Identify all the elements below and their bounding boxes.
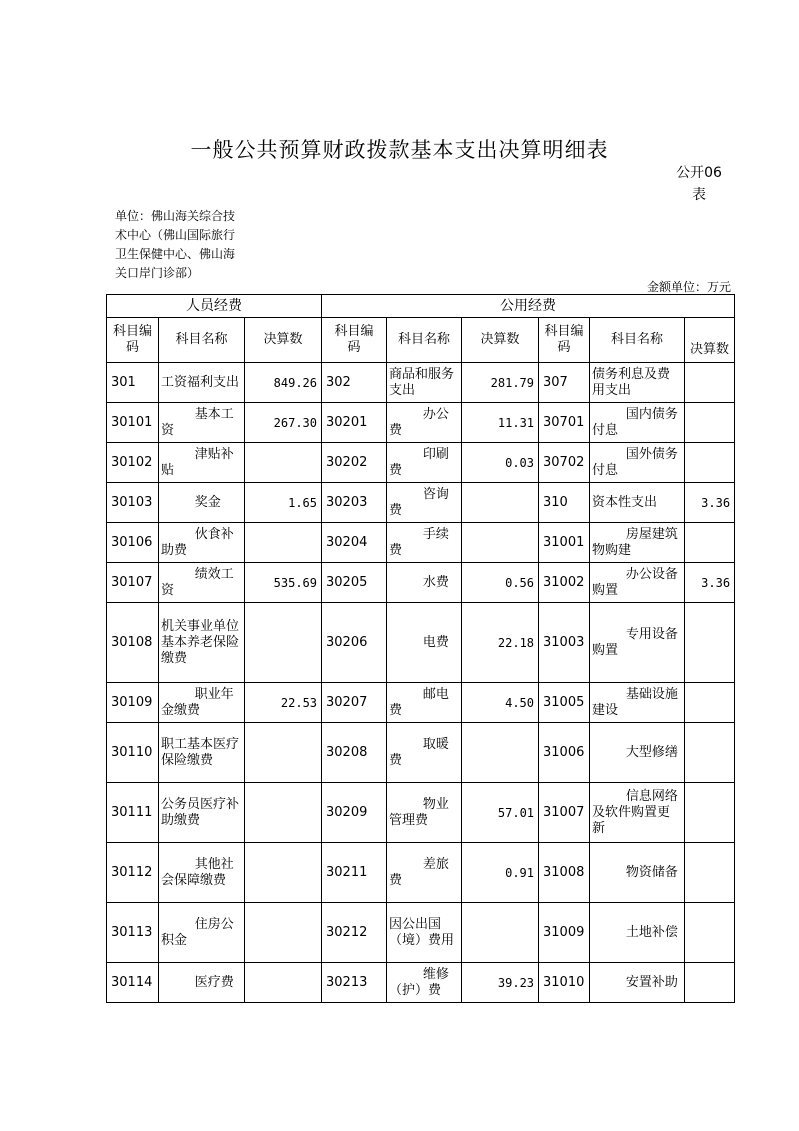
subject-code-cell: 307 (539, 363, 590, 403)
subject-code-cell: 30206 (322, 603, 387, 683)
subject-name-text: 机关事业单位基本养老保险缴费 (161, 618, 240, 666)
amount-cell: 3.36 (685, 483, 735, 523)
subject-code-cell: 31005 (539, 683, 590, 723)
subject-name-cell (590, 963, 685, 1003)
table-row (107, 843, 735, 903)
table-row (107, 723, 735, 783)
subject-name-text: 印刷费 (389, 446, 449, 478)
page-title: 一般公共预算财政拨款基本支出决算明细表 (190, 138, 609, 162)
subject-code-cell: 30110 (107, 723, 159, 783)
subject-name-text: 大型修缮 (625, 744, 678, 760)
subject-code-cell: 30213 (322, 963, 387, 1003)
table-row (107, 683, 735, 723)
subject-name-cell (590, 563, 685, 603)
amount-cell (462, 903, 539, 963)
subject-name-cell (387, 683, 462, 723)
amount-cell (245, 603, 322, 683)
col-header-amount: 决算数 (462, 318, 539, 363)
subject-name-text: 基础设施建设 (592, 686, 678, 718)
subject-name-text: 津贴补贴 (161, 446, 234, 478)
subject-name-cell (159, 903, 245, 963)
subject-name-cell (387, 403, 462, 443)
subject-name-cell (387, 523, 462, 563)
subject-code-cell: 30102 (107, 443, 159, 483)
amount-cell (685, 603, 735, 683)
col-header-name: 科目名称 (159, 318, 245, 363)
amount-cell: 535.69 (245, 563, 322, 603)
personnel-header: 人员经费 (107, 295, 322, 318)
subject-name-text: 商品和服务支出 (389, 366, 455, 398)
subject-name-cell (387, 563, 462, 603)
subject-name-text: 职业年金缴费 (161, 686, 234, 718)
table-row (107, 523, 735, 563)
subject-name-cell (159, 563, 245, 603)
subject-name-text: 土地补偿 (625, 924, 678, 940)
subject-code-cell: 31001 (539, 523, 590, 563)
table-row (107, 563, 735, 603)
amount-cell (462, 483, 539, 523)
amount-cell: 281.79 (462, 363, 539, 403)
subject-code-cell: 30208 (322, 723, 387, 783)
amount-cell (685, 783, 735, 843)
subject-name-text: 咨询费 (389, 486, 449, 518)
subject-name-cell (590, 843, 685, 903)
subject-name-text: 差旅费 (389, 856, 449, 888)
subject-name-text: 电费 (422, 634, 449, 650)
table-row (107, 963, 735, 1003)
subject-name-text: 物资储备 (625, 864, 678, 880)
amount-cell (462, 523, 539, 563)
amount-cell (245, 903, 322, 963)
subject-name-cell (387, 483, 462, 523)
amount-cell: 849.26 (245, 363, 322, 403)
subject-name-cell (159, 783, 245, 843)
subject-name-text: 基本工资 (161, 406, 234, 438)
amount-cell (685, 903, 735, 963)
amount-cell (245, 963, 322, 1003)
amount-cell: 3.36 (685, 563, 735, 603)
subject-name-text: 信息网络及软件购置更新 (592, 788, 678, 836)
table-body (107, 363, 735, 1003)
subject-name-text: 办公设备购置 (592, 566, 678, 598)
subject-code-cell: 30702 (539, 443, 590, 483)
money-unit-label: 金额单位：万元 (646, 280, 731, 294)
amount-cell (462, 723, 539, 783)
form-number: 公开06 表 (676, 165, 722, 203)
subject-name-cell (387, 903, 462, 963)
subject-name-text: 伙食补助费 (161, 526, 234, 558)
subject-code-cell: 301 (107, 363, 159, 403)
subject-code-cell: 31008 (539, 843, 590, 903)
subject-code-cell: 31007 (539, 783, 590, 843)
subject-code-cell: 30201 (322, 403, 387, 443)
table-row (107, 363, 735, 403)
subject-name-text: 水费 (422, 574, 449, 590)
subject-name-cell (590, 443, 685, 483)
subject-name-cell (159, 443, 245, 483)
subject-name-text: 办公费 (389, 406, 449, 438)
amount-cell (685, 843, 735, 903)
subject-name-cell (159, 403, 245, 443)
subject-code-cell: 30205 (322, 563, 387, 603)
col-header-code: 科目编码 (107, 318, 159, 363)
amount-cell (685, 363, 735, 403)
subject-name-cell (159, 843, 245, 903)
table-row (107, 403, 735, 443)
amount-cell: 0.56 (462, 563, 539, 603)
subject-code-cell: 30212 (322, 903, 387, 963)
amount-cell (245, 783, 322, 843)
amount-cell: 39.23 (462, 963, 539, 1003)
subject-name-text: 邮电费 (389, 686, 449, 718)
subject-name-text: 物业管理费 (389, 796, 449, 828)
subject-code-cell: 30211 (322, 843, 387, 903)
subject-code-cell: 30207 (322, 683, 387, 723)
amount-cell: 57.01 (462, 783, 539, 843)
subject-name-text: 其他社会保障缴费 (161, 856, 234, 888)
subject-code-cell: 31009 (539, 903, 590, 963)
subject-name-text: 专用设备购置 (592, 626, 678, 658)
subject-code-cell: 30113 (107, 903, 159, 963)
subject-code-cell: 30209 (322, 783, 387, 843)
subject-name-cell (159, 603, 245, 683)
table-row (107, 903, 735, 963)
amount-cell: 0.91 (462, 843, 539, 903)
subject-name-cell (387, 843, 462, 903)
subject-code-cell: 310 (539, 483, 590, 523)
subject-name-cell (387, 443, 462, 483)
subject-name-text: 安置补助 (625, 974, 678, 990)
subject-code-cell: 30111 (107, 783, 159, 843)
table-row (107, 483, 735, 523)
subject-name-text: 取暖费 (389, 736, 449, 768)
subject-name-text: 绩效工资 (161, 566, 234, 598)
col-header-code: 科目编码 (539, 318, 590, 363)
subject-name-text: 房屋建筑物购建 (592, 526, 678, 558)
subject-name-text: 国内债务付息 (592, 406, 678, 438)
subject-name-text: 工资福利支出 (161, 374, 240, 390)
subject-name-text: 手续费 (389, 526, 449, 558)
col-header-amount: 决算数 (685, 318, 735, 363)
subject-name-cell (159, 963, 245, 1003)
amount-cell (245, 443, 322, 483)
subject-name-text: 奖金 (194, 494, 221, 510)
subject-code-cell: 31006 (539, 723, 590, 783)
subject-code-cell: 30114 (107, 963, 159, 1003)
subject-name-text: 因公出国（境）费用 (389, 916, 455, 948)
col-header-name: 科目名称 (590, 318, 685, 363)
subject-code-cell: 31010 (539, 963, 590, 1003)
subject-name-text: 医疗费 (194, 974, 234, 990)
subject-code-cell: 30106 (107, 523, 159, 563)
col-header-code: 科目编 码 (322, 318, 387, 363)
col-header-name: 科目名称 (387, 318, 462, 363)
subject-code-cell: 30103 (107, 483, 159, 523)
subject-name-text: 公务员医疗补助缴费 (161, 796, 240, 828)
subject-name-cell (159, 723, 245, 783)
subject-code-cell: 30701 (539, 403, 590, 443)
unit-label: 单位：佛山海关综合技术中心（佛山国际旅行卫生保健中心、佛山海关口岸门诊部） (115, 209, 236, 280)
subject-code-cell: 30112 (107, 843, 159, 903)
amount-cell (685, 523, 735, 563)
amount-cell: 11.31 (462, 403, 539, 443)
header-row-groups (107, 295, 735, 318)
subject-name-cell (590, 903, 685, 963)
amount-cell (685, 403, 735, 443)
subject-name-text: 债务利息及费用支出 (592, 366, 671, 398)
amount-cell (245, 843, 322, 903)
subject-code-cell: 30107 (107, 563, 159, 603)
amount-cell (685, 683, 735, 723)
amount-cell: 22.53 (245, 683, 322, 723)
amount-cell: 4.50 (462, 683, 539, 723)
subject-code-cell: 30202 (322, 443, 387, 483)
subject-code-cell: 30203 (322, 483, 387, 523)
amount-cell: 0.03 (462, 443, 539, 483)
subject-name-cell (590, 683, 685, 723)
subject-name-cell (387, 603, 462, 683)
amount-cell: 22.18 (462, 603, 539, 683)
table-row (107, 443, 735, 483)
public-header: 公用经费 (322, 295, 735, 318)
subject-name-cell (590, 403, 685, 443)
subject-name-text: 资本性支出 (592, 494, 658, 510)
subject-name-cell (159, 683, 245, 723)
subject-code-cell: 30109 (107, 683, 159, 723)
amount-cell: 1.65 (245, 483, 322, 523)
subject-name-cell (159, 523, 245, 563)
subject-name-cell (159, 483, 245, 523)
subject-name-cell (387, 783, 462, 843)
subject-name-cell (387, 723, 462, 783)
subject-name-cell (590, 483, 685, 523)
table-row (107, 783, 735, 843)
subject-name-text: 国外债务付息 (592, 446, 678, 478)
subject-code-cell: 31003 (539, 603, 590, 683)
subject-code-cell: 30101 (107, 403, 159, 443)
amount-cell (685, 443, 735, 483)
amount-cell (685, 723, 735, 783)
header-row-columns (107, 318, 735, 363)
subject-name-text: 职工基本医疗保险缴费 (161, 736, 240, 768)
col-header-amount: 决算数 (245, 318, 322, 363)
subject-name-cell (387, 963, 462, 1003)
amount-cell: 267.30 (245, 403, 322, 443)
subject-name-cell (590, 603, 685, 683)
subject-name-cell (590, 723, 685, 783)
amount-cell (245, 723, 322, 783)
subject-name-cell (387, 363, 462, 403)
amount-cell (685, 963, 735, 1003)
subject-code-cell: 30108 (107, 603, 159, 683)
subject-name-cell (590, 783, 685, 843)
subject-name-cell (590, 363, 685, 403)
subject-name-text: 住房公积金 (161, 916, 234, 948)
subject-name-cell (159, 363, 245, 403)
amount-cell (245, 523, 322, 563)
table-row (107, 603, 735, 683)
subject-code-cell: 31002 (539, 563, 590, 603)
expenditure-table (106, 294, 735, 1003)
subject-code-cell: 30204 (322, 523, 387, 563)
subject-name-text: 维修（护）费 (389, 966, 449, 998)
subject-name-cell (590, 523, 685, 563)
subject-code-cell: 302 (322, 363, 387, 403)
